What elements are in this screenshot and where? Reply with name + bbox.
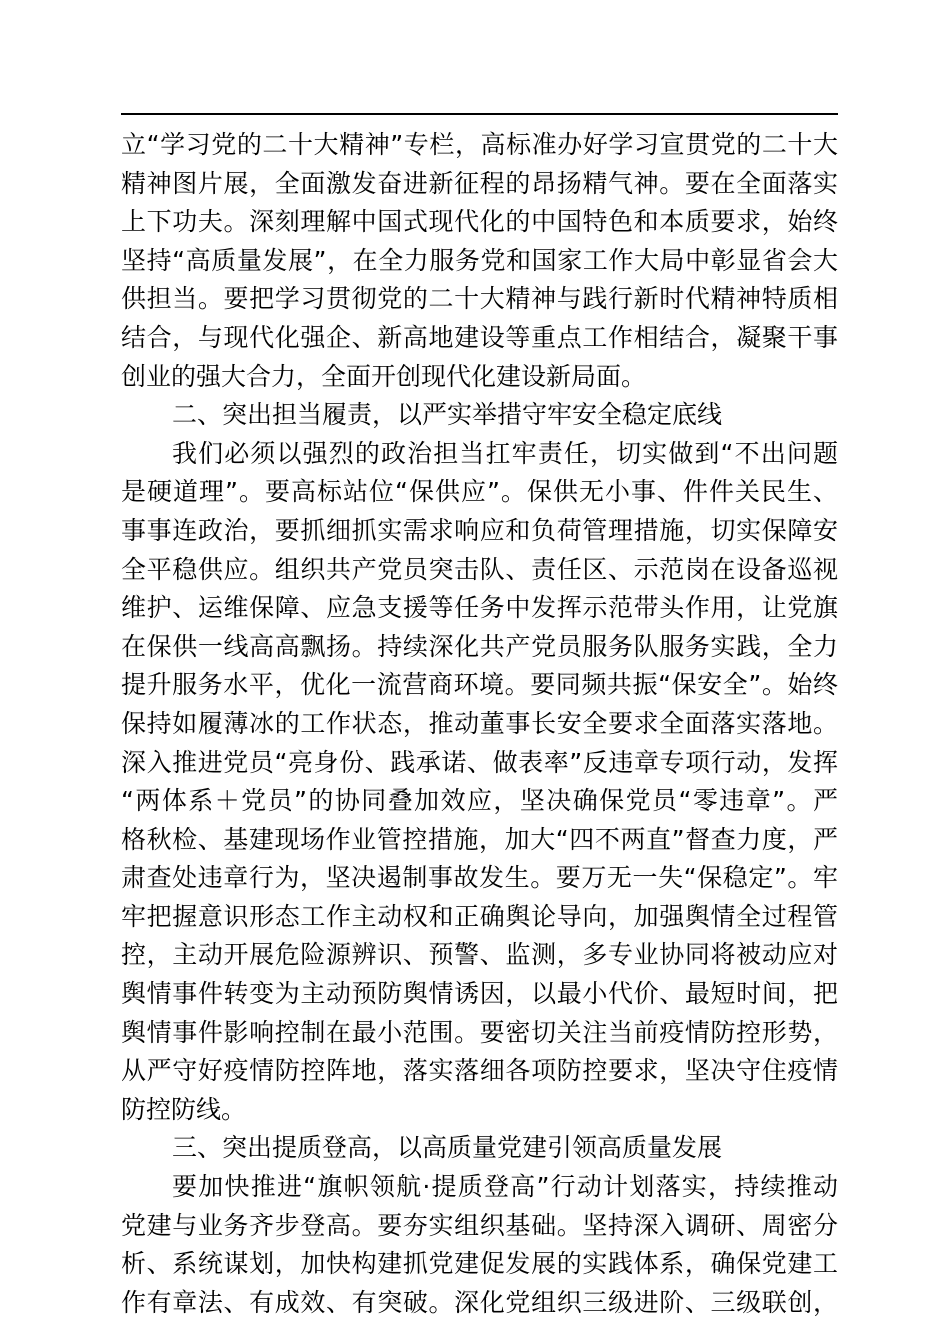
text-line: 牢把握意识形态工作主动权和正确舆论导向，加强舆情全过程管 (121, 901, 838, 931)
text-line: 坚持“高质量发展”，在全力服务党和国家工作大局中彰显省会大 (121, 245, 838, 275)
text-line: 精神图片展，全面激发奋进新征程的昂扬精气神。要在全面落实 (121, 168, 838, 198)
text-line: 在保供一线高高飘扬。持续深化共产党员服务队服务实践，全力 (121, 631, 838, 661)
text-line: 全平稳供应。组织共产党员突击队、责任区、示范岗在设备巡视 (121, 554, 838, 584)
text-line: 舆情事件转变为主动预防舆情诱因，以最小代价、最短时间，把 (121, 979, 838, 1009)
text-line: 维护、运维保障、应急支援等任务中发挥示范带头作用，让党旗 (121, 593, 838, 623)
text-line: 保持如履薄冰的工作状态，推动董事长安全要求全面落实落地。 (121, 708, 838, 738)
text-line: 控，主动开展危险源辨识、预警、监测，多专业协同将被动应对 (121, 940, 838, 970)
text-line: 事事连政治，要抓细抓实需求响应和负荷管理措施，切实保障安 (121, 515, 838, 545)
text-line: 是硬道理”。要高标站位“保供应”。保供无小事、件件关民生、 (121, 477, 838, 507)
text-line: 作有章法、有成效、有突破。深化党组织三级进阶、三级联创， (121, 1287, 838, 1317)
text-line: 供担当。要把学习贯彻党的二十大精神与践行新时代精神特质相 (121, 284, 838, 314)
text-line: 上下功夫。深刻理解中国式现代化的中国特色和本质要求，始终 (121, 207, 838, 237)
text-line: 深入推进党员“亮身份、践承诺、做表率”反违章专项行动，发挥 (121, 747, 838, 777)
text-line: 要加快推进“旗帜领航·提质登高”行动计划落实，持续推动 (172, 1172, 838, 1202)
text-line: 舆情事件影响控制在最小范围。要密切关注当前疫情防控形势， (121, 1017, 838, 1047)
header-rule (121, 113, 838, 115)
text-line: 我们必须以强烈的政治担当扛牢责任，切实做到“不出问题 (172, 438, 838, 468)
section-heading-2: 二、突出担当履责，以严实举措守牢安全稳定底线 (172, 400, 723, 430)
text-line: 格秋检、基建现场作业管控措施，加大“四不两直”督查力度，严 (121, 824, 838, 854)
text-line: 析、系统谋划，加快构建抓党建促发展的实践体系，确保党建工 (121, 1249, 838, 1279)
text-line: 党建与业务齐步登高。要夯实组织基础。坚持深入调研、周密分 (121, 1210, 838, 1240)
text-line: 提升服务水平，优化一流营商环境。要同频共振“保安全”。始终 (121, 670, 838, 700)
text-line: 从严守好疫情防控阵地，落实落细各项防控要求，坚决守住疫情 (121, 1056, 838, 1086)
text-line: 肃查处违章行为，坚决遏制事故发生。要万无一失“保稳定”。牢 (121, 863, 838, 893)
text-line: “两体系＋党员”的协同叠加效应，坚决确保党员“零违章”。严 (121, 786, 838, 816)
text-line: 创业的强大合力，全面开创现代化建设新局面。 (121, 361, 647, 391)
document-body (121, 126, 838, 1322)
text-line: 防控防线。 (121, 1094, 247, 1124)
text-line: 立“学习党的二十大精神”专栏，高标准办好学习宣贯党的二十大 (121, 130, 838, 159)
section-heading-3: 三、突出提质登高，以高质量党建引领高质量发展 (172, 1133, 723, 1163)
text-line: 结合，与现代化强企、新高地建设等重点工作相结合，凝聚干事 (121, 322, 838, 352)
